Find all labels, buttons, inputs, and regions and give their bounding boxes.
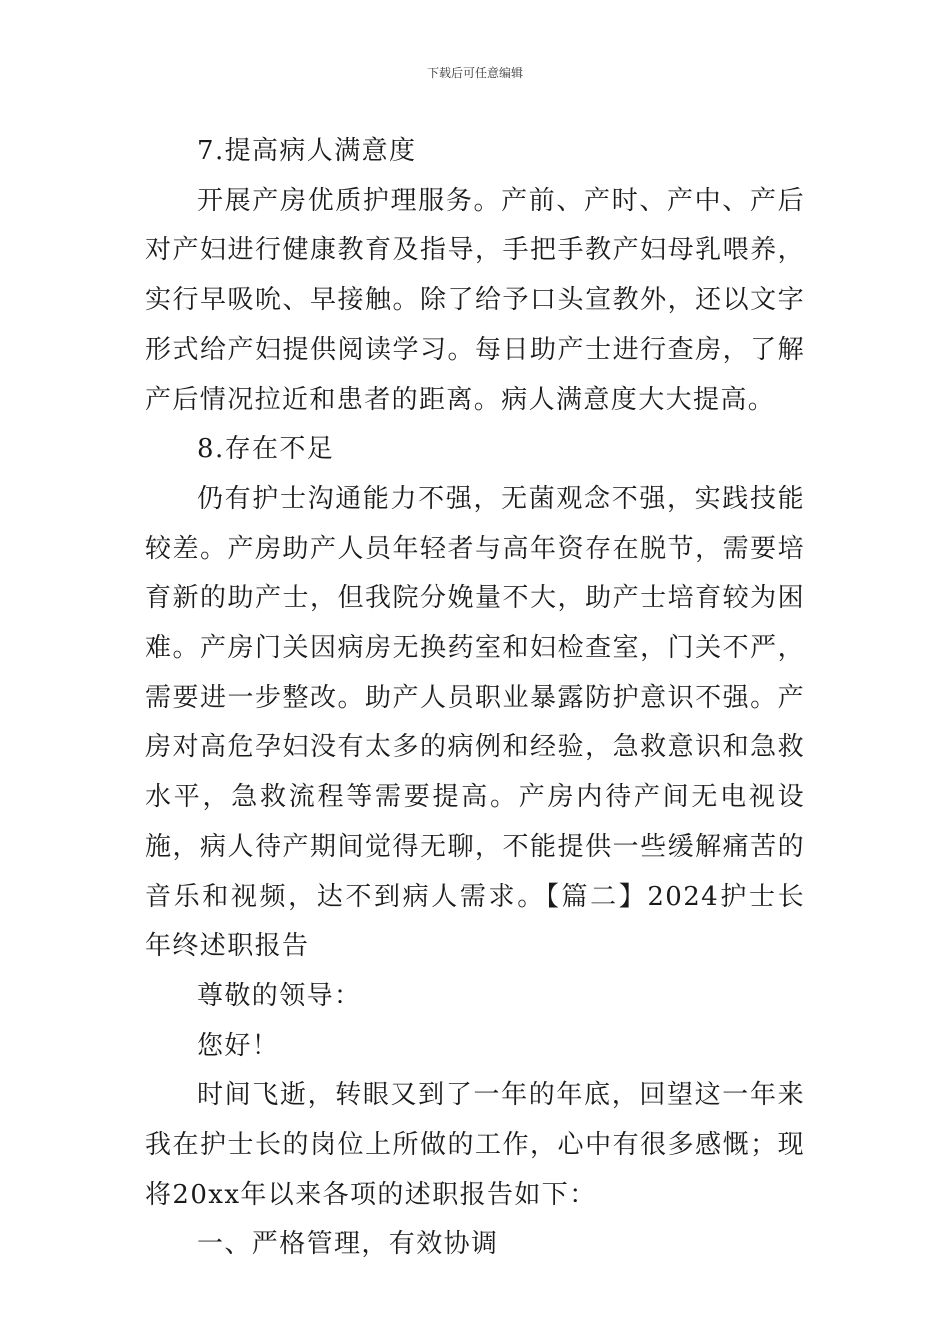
salutation: 尊敬的领导： [197, 980, 362, 1011]
section-1-heading: 一、严格管理，有效协调 [197, 1229, 499, 1260]
intro-paragraph: 时间飞逝，转眼又到了一年的年底，回望这一年来我在护士长的岗位上所做的工作，心中有很多感慨；现将20xx年以来各项的述职报告如下： [145, 1080, 805, 1210]
document-body [145, 127, 805, 1270]
section-7-heading: 7.提高病人满意度 [197, 136, 417, 166]
header-note: 下载后可任意编辑 [426, 66, 523, 80]
section-8-heading: 8.存在不足 [197, 434, 335, 465]
section-7-paragraph: 开展产房优质护理服务。产前、产时、产中、产后对产妇进行健康教育及指导，手把手教产妇母乳喂养，实行早吸吮、早接触。除了给予口头宣教外，还以文字形式给产妇提供阅读学习。每日助产士进行查房，了解产后情况拉近和患者的距离。病人满意度大大提高。 [145, 185, 805, 415]
greeting: 您好！ [197, 1030, 280, 1061]
section-8-paragraph: 仍有护士沟通能力不强，无菌观念不强，实践技能较差。产房助产人员年轻者与高年资存在脱节，需要培育新的助产士，但我院分娩量不大，助产士培育较为困难。产房门关因病房无换药室和妇检查室，门关不严，需要进一步整改。助产人员职业暴露防护意识不强。产房对高危孕妇没有太多的病例和经验，急救意识和急救水平，急救流程等需要提高。产房内待产间无电视设施，病人待产期间觉得无聊，不能提供一些缓解痛苦的音乐和视频，达不到病人需求。【篇二】2024护士长年终述职报告 [145, 483, 805, 962]
